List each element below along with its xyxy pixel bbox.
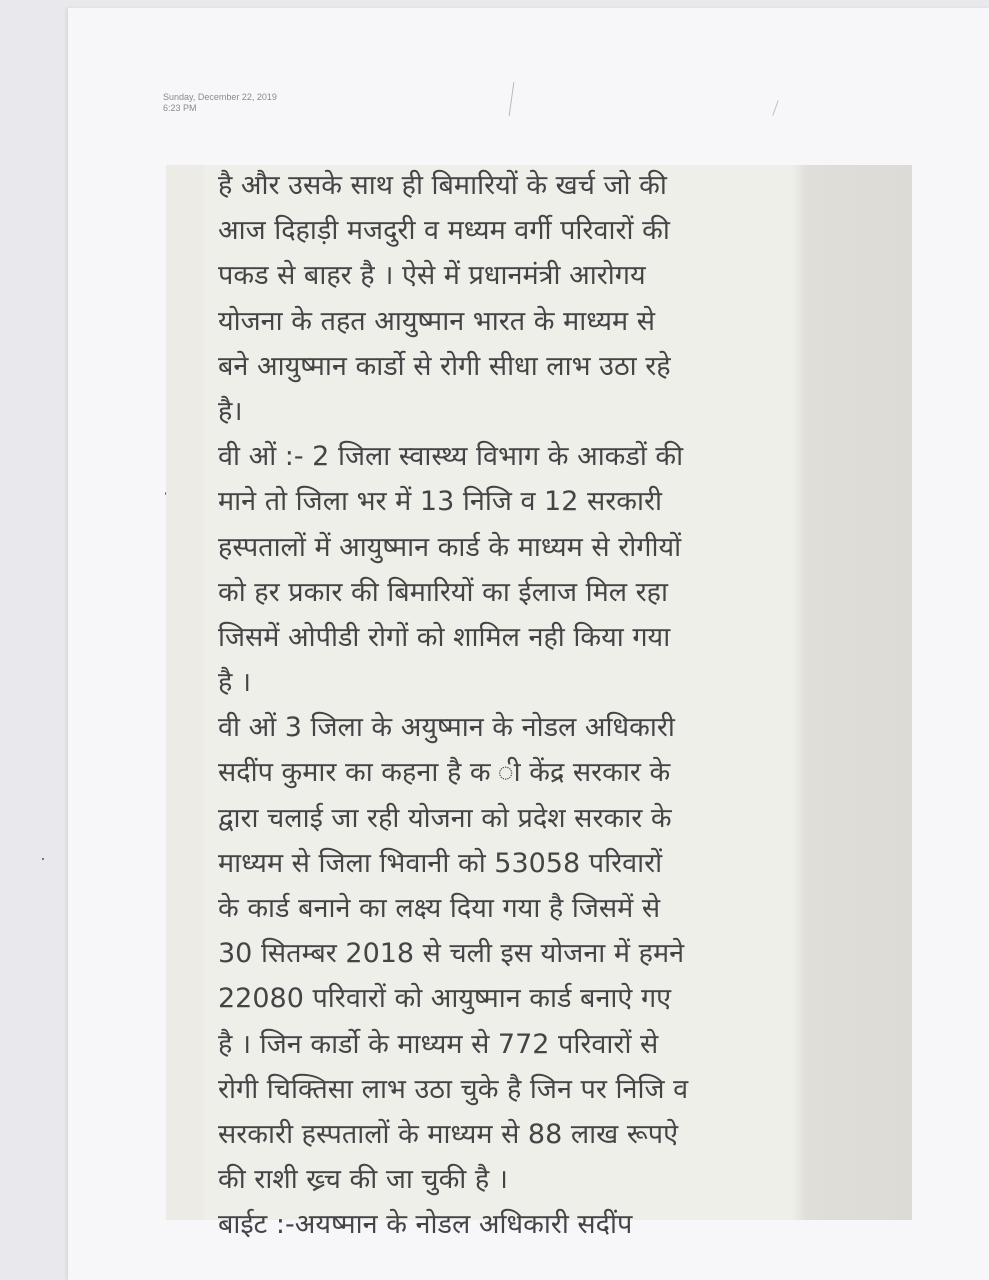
- text-line: सदींप कुमार का कहना है क ी केंद्र सरकार के: [218, 757, 671, 789]
- print-timestamp: [163, 92, 277, 114]
- text-line: है और उसके साथ ही बिमारियों के खर्च जो की: [218, 170, 667, 201]
- timestamp-time: 6:23 PM: [163, 103, 197, 113]
- text-line: है ।: [218, 667, 252, 699]
- text-line: द्वारा चलाई जा रही योजना को प्रदेश सरकार के: [218, 802, 672, 834]
- text-line: पकड से बाहर है । ऐसे में प्रधानमंत्री आरोगय: [218, 260, 646, 292]
- text-line: माध्यम से जिला भिवानी को 53058 परिवारों: [218, 847, 663, 879]
- text-line: बने आयुष्मान कार्डो से रोगी सीधा लाभ उठा रहे: [218, 350, 671, 382]
- text-line: योजना के तहत आयुष्मान भारत के माध्यम से: [218, 305, 655, 337]
- text-line: को हर प्रकार की बिमारियों का ईलाज मिल रहा: [218, 576, 669, 608]
- text-line: की राशी ख्र्च की जा चुकी है ।: [218, 1164, 509, 1196]
- text-line: वी ओं :- 2 जिला स्वास्थ्य विभाग के आकडों की: [218, 441, 684, 473]
- text-line: है।: [218, 395, 243, 427]
- article-text: [218, 163, 788, 1248]
- text-line: 22080 परिवारों को आयुष्मान कार्ड बनाऐ गए: [218, 983, 672, 1015]
- text-line: 30 सितम्बर 2018 से चली इस योजना में हमने: [218, 938, 685, 970]
- text-line: जिसमें ओपीडी रोगों को शामिल नही किया गया: [218, 621, 671, 653]
- text-line: आज दिहाड़ी मजदुरी व मध्यम वर्गी परिवारों की: [218, 215, 670, 247]
- text-line: हस्पतालों में आयुष्मान कार्ड के माध्यम से रोगीयों: [218, 531, 682, 563]
- text-line: है । जिन कार्डो के माध्यम से 772 परिवारों से: [218, 1028, 659, 1060]
- timestamp-date: Sunday, December 22, 2019: [163, 92, 277, 102]
- text-line: रोगी चिक्तिसा लाभ उठा चुके है जिन पर निजि व: [218, 1073, 689, 1105]
- text-line: बाईट :-अयष्मान के नोडल अधिकारी सदींप: [218, 1209, 633, 1241]
- text-line: माने तो जिला भर में 13 निजि व 12 सरकारी: [218, 486, 663, 518]
- text-line: सरकारी हस्पतालों के माध्यम से 88 लाख रूपऐ: [218, 1118, 679, 1150]
- text-line: के कार्ड बनाने का लक्ष्य दिया गया है जिसमें से: [218, 893, 661, 924]
- scan-speck: [42, 858, 44, 860]
- text-line: वी ओं 3 जिला के अयुष्मान के नोडल अधिकारी: [218, 712, 675, 744]
